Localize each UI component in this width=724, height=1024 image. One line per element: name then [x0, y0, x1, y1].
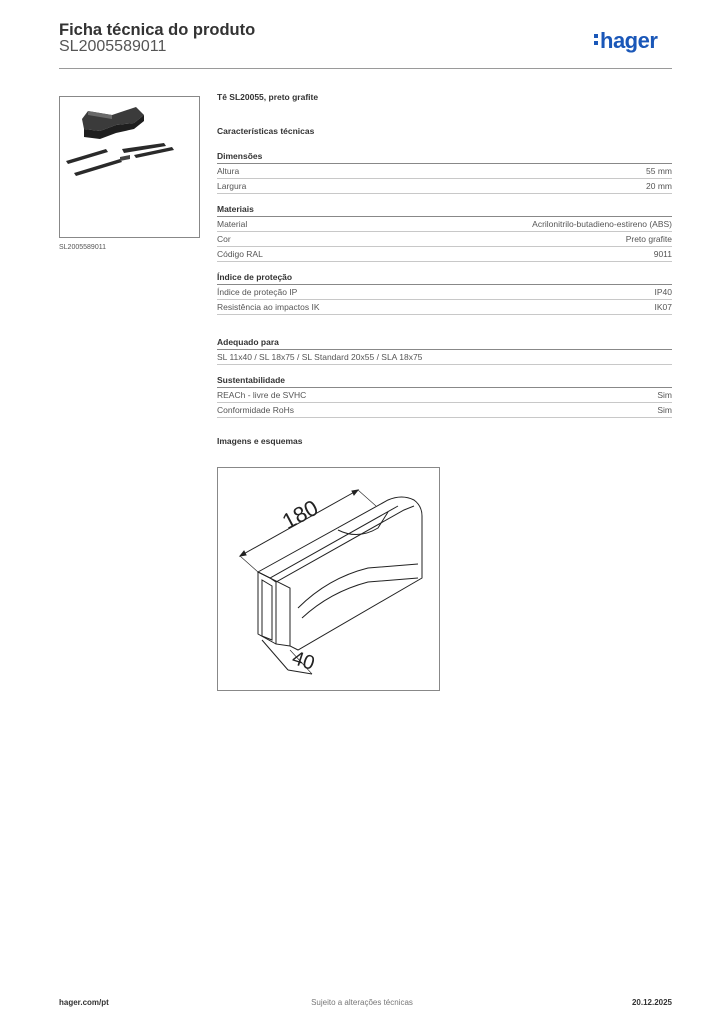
dimension-length-label: 180: [278, 494, 323, 535]
logo-dots-icon: [594, 28, 598, 45]
dimension-drawing-icon: [218, 468, 439, 690]
spec-row: Largura 20 mm: [217, 179, 672, 194]
product-photo: [59, 96, 200, 238]
product-photo-icon: [60, 97, 199, 237]
spec-row: Material Acrilonitrilo-butadieno-estireno (ABS): [217, 217, 672, 232]
section-materials-title: Materiais: [217, 204, 672, 217]
hager-logo: hager: [594, 28, 657, 54]
spec-row: SL 11x40 / SL 18x75 / SL Standard 20x55 / SLA 18x75: [217, 350, 672, 365]
spec-row: Conformidade RoHs Sim: [217, 403, 672, 418]
section-tech-title: Características técnicas: [217, 126, 315, 136]
product-photo-caption: SL2005589011: [59, 244, 106, 251]
spec-content: [217, 92, 672, 448]
footer-date: 20.12.2025: [631, 998, 672, 1007]
section-images-title: Imagens e esquemas: [217, 436, 303, 446]
spec-row: Índice de proteção IP IP40: [217, 285, 672, 300]
product-number: SL2005589011: [59, 38, 167, 55]
header-divider: [59, 68, 672, 69]
footer-site-link[interactable]: hager.com/pt: [59, 998, 109, 1007]
spec-row: Resistência ao impactos IK IK07: [217, 300, 672, 315]
section-suitable-title: Adequado para: [217, 337, 672, 350]
spec-row: Código RAL 9011: [217, 247, 672, 262]
spec-row: REACh - livre de SVHC Sim: [217, 388, 672, 403]
section-dims-title: Dimensões: [217, 151, 672, 164]
spec-row: Cor Preto grafite: [217, 232, 672, 247]
spec-row: Altura 55 mm: [217, 164, 672, 179]
section-sustain-title: Sustentabilidade: [217, 375, 672, 388]
technical-drawing: [217, 467, 440, 691]
footer-note: Sujeito a alterações técnicas: [311, 998, 413, 1007]
product-title: Tê SL20055, preto grafite: [217, 92, 319, 102]
section-protection-title: Índice de proteção: [217, 272, 672, 285]
page-title: Ficha técnica do produto: [59, 21, 256, 39]
dimension-width-label: 40: [289, 647, 318, 675]
